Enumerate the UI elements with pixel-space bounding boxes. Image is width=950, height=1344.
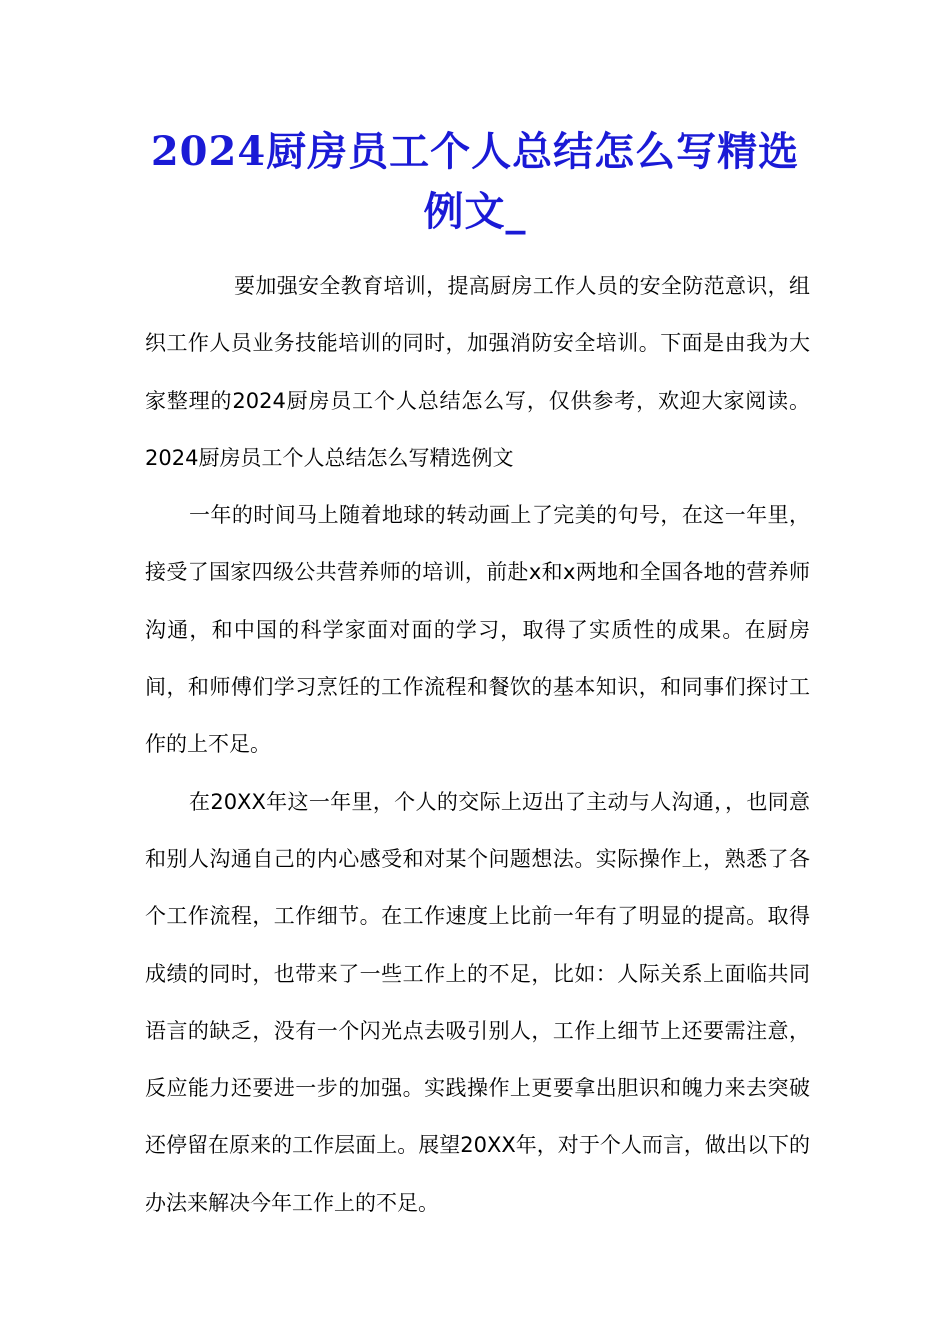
body-paragraph-year-review: 一年的时间马上随着地球的转动画上了完美的句号，在这一年里，接受了国家四级公共营养师的培训，前赴x和x两地和全国各地的营养师沟通，和中国的科学家面对面的学习，取得了实质性的成果。在厨房间，和师傅们学习烹饪的工作流程和餐饮的基本知识，和同事们探讨工作的上不足。 xyxy=(145,503,810,757)
body-paragraph-communication: 在20XX年这一年里，个人的交际上迈出了主动与人沟通，，也同意和别人沟通自己的内心感受和对某个问题想法。实际操作上，熟悉了各个工作流程，工作细节。在工作速度上比前一年有了明显的提高。取得成绩的同时，也带来了一些工作上的不足，比如：人际关系上面临共同语言的缺乏，没有一个闪光点去吸引别人，工作上细节上还要需注意，反应能力还要进一步的加强。实践操作上更要拿出胆识和魄力来去突破还停留在原来的工作层面上。展望20XX年，对于个人而言，做出以下的办法来解决今年工作上的不足。 xyxy=(145,789,810,1215)
document-body xyxy=(145,258,810,1232)
intro-paragraph: 要加强安全教育培训，提高厨房工作人员的安全防范意识，组织工作人员业务技能培训的同时，加强消防安全培训。下面是由我为大家整理的2024厨房员工个人总结怎么写，仅供参考，欢迎大家阅读。2024厨房员工个人总结怎么写精选例文 xyxy=(145,274,810,470)
document-title: 2024厨房员工个人总结怎么写精选例文_ xyxy=(150,128,800,235)
